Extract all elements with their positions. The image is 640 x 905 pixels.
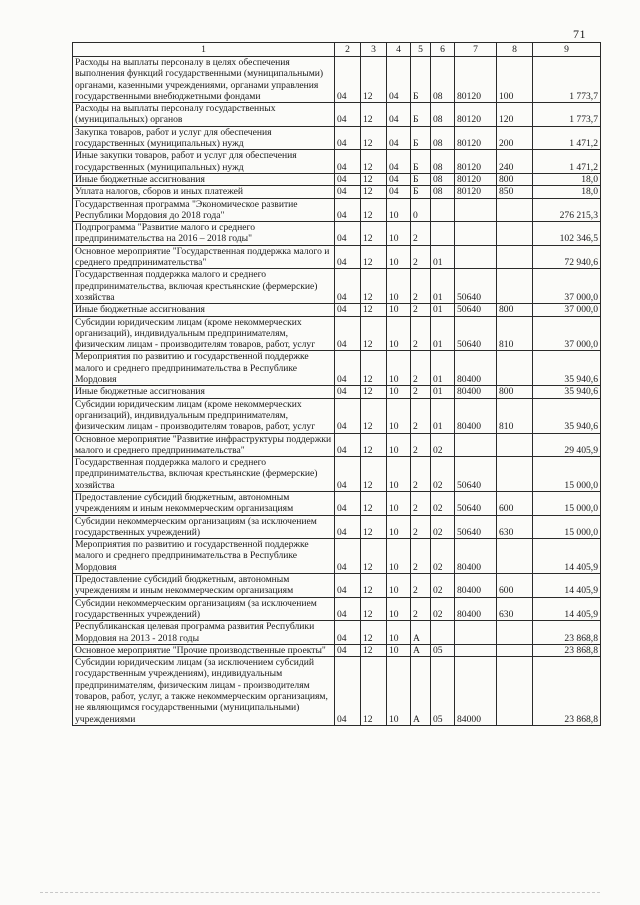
code-subprogram: Б xyxy=(411,186,431,198)
code-ministry: 04 xyxy=(335,173,361,185)
table-row xyxy=(73,57,601,103)
code-direction xyxy=(455,644,497,656)
code-subprogram: А xyxy=(411,621,431,645)
code-direction: 80120 xyxy=(455,103,497,127)
code-section: 12 xyxy=(361,186,387,198)
code-section: 12 xyxy=(361,398,387,433)
code-section: 12 xyxy=(361,457,387,492)
code-program: 10 xyxy=(387,269,411,304)
code-program: 10 xyxy=(387,316,411,351)
table-row xyxy=(73,222,601,246)
code-direction xyxy=(455,433,497,457)
item-name: Республиканская целевая программа развития Республики Мордовия на 2013 - 2018 годы xyxy=(73,621,335,645)
code-subprogram: 2 xyxy=(411,222,431,246)
code-expense-type xyxy=(497,657,533,726)
code-section: 12 xyxy=(361,222,387,246)
amount: 35 940,6 xyxy=(533,386,601,398)
amount: 15 000,0 xyxy=(533,515,601,539)
code-ministry: 04 xyxy=(335,539,361,574)
code-section: 12 xyxy=(361,433,387,457)
table-row xyxy=(73,351,601,386)
code-section: 12 xyxy=(361,657,387,726)
code-expense-type xyxy=(497,198,533,222)
code-program: 04 xyxy=(387,186,411,198)
code-ministry: 04 xyxy=(335,597,361,621)
code-event: 01 xyxy=(431,386,455,398)
code-subprogram: 2 xyxy=(411,597,431,621)
table-row xyxy=(73,304,601,316)
code-expense-type: 600 xyxy=(497,574,533,598)
code-ministry: 04 xyxy=(335,304,361,316)
code-direction xyxy=(455,198,497,222)
item-name: Субсидии некоммерческим организациям (за исключением государственных учреждений) xyxy=(73,515,335,539)
code-program: 10 xyxy=(387,515,411,539)
code-event: 08 xyxy=(431,173,455,185)
item-name: Уплата налогов, сборов и иных платежей xyxy=(73,186,335,198)
code-event: 05 xyxy=(431,644,455,656)
code-program: 10 xyxy=(387,644,411,656)
code-direction: 80400 xyxy=(455,574,497,598)
code-ministry: 04 xyxy=(335,316,361,351)
code-subprogram: 2 xyxy=(411,433,431,457)
table-row xyxy=(73,515,601,539)
code-program: 10 xyxy=(387,198,411,222)
code-event: 01 xyxy=(431,351,455,386)
code-ministry: 04 xyxy=(335,245,361,269)
amount: 15 000,0 xyxy=(533,457,601,492)
code-ministry: 04 xyxy=(335,198,361,222)
table-row xyxy=(73,539,601,574)
amount: 29 405,9 xyxy=(533,433,601,457)
amount: 276 215,3 xyxy=(533,198,601,222)
item-name: Субсидии юридическим лицам (за исключением субсидий государственным учреждениям), индивидуальным предпринимателям, физическим лицам - производителям товаров, работ, услуг, а также некоммерческим организациям, не являющимся государственными (муниципальными) учреждениями xyxy=(73,657,335,726)
code-event: 08 xyxy=(431,126,455,150)
code-section: 12 xyxy=(361,597,387,621)
code-program: 04 xyxy=(387,126,411,150)
code-section: 12 xyxy=(361,574,387,598)
item-name: Иные бюджетные ассигнования xyxy=(73,386,335,398)
table-header-row xyxy=(73,43,601,57)
table-row xyxy=(73,186,601,198)
code-expense-type: 240 xyxy=(497,150,533,174)
code-section: 12 xyxy=(361,150,387,174)
column-header: 8 xyxy=(497,43,533,57)
code-direction: 80120 xyxy=(455,186,497,198)
table-row xyxy=(73,491,601,515)
code-subprogram: Б xyxy=(411,173,431,185)
code-section: 12 xyxy=(361,126,387,150)
code-ministry: 04 xyxy=(335,269,361,304)
code-section: 12 xyxy=(361,351,387,386)
code-program: 10 xyxy=(387,222,411,246)
code-event: 02 xyxy=(431,491,455,515)
code-section: 12 xyxy=(361,173,387,185)
code-section: 12 xyxy=(361,621,387,645)
code-event: 08 xyxy=(431,57,455,103)
code-event: 02 xyxy=(431,574,455,598)
item-name: Иные бюджетные ассигнования xyxy=(73,304,335,316)
code-program: 10 xyxy=(387,597,411,621)
code-subprogram: 2 xyxy=(411,491,431,515)
code-direction: 50640 xyxy=(455,269,497,304)
amount: 102 346,5 xyxy=(533,222,601,246)
code-direction: 84000 xyxy=(455,657,497,726)
code-event: 08 xyxy=(431,150,455,174)
amount: 14 405,9 xyxy=(533,597,601,621)
code-event: 02 xyxy=(431,457,455,492)
item-name: Основное мероприятие "Государственная поддержка малого и среднего предпринимательства" xyxy=(73,245,335,269)
code-direction: 80120 xyxy=(455,126,497,150)
code-expense-type xyxy=(497,644,533,656)
amount: 14 405,9 xyxy=(533,539,601,574)
code-program: 10 xyxy=(387,386,411,398)
code-direction: 50640 xyxy=(455,304,497,316)
code-direction: 80400 xyxy=(455,398,497,433)
amount: 1 773,7 xyxy=(533,57,601,103)
amount: 72 940,6 xyxy=(533,245,601,269)
budget-table xyxy=(72,42,601,726)
amount: 15 000,0 xyxy=(533,491,601,515)
code-section: 12 xyxy=(361,316,387,351)
code-ministry: 04 xyxy=(335,644,361,656)
code-ministry: 04 xyxy=(335,657,361,726)
code-event: 02 xyxy=(431,597,455,621)
code-program: 10 xyxy=(387,398,411,433)
code-subprogram: 2 xyxy=(411,304,431,316)
code-expense-type: 800 xyxy=(497,304,533,316)
code-program: 04 xyxy=(387,57,411,103)
code-direction: 80120 xyxy=(455,57,497,103)
code-event xyxy=(431,222,455,246)
amount: 18,0 xyxy=(533,173,601,185)
code-program: 04 xyxy=(387,150,411,174)
column-header: 9 xyxy=(533,43,601,57)
code-program: 10 xyxy=(387,491,411,515)
amount: 1 773,7 xyxy=(533,103,601,127)
code-ministry: 04 xyxy=(335,351,361,386)
item-name: Подпрограмма "Развитие малого и среднего предпринимательства на 2016 – 2018 годы" xyxy=(73,222,335,246)
code-section: 12 xyxy=(361,644,387,656)
code-section: 12 xyxy=(361,386,387,398)
item-name: Расходы на выплаты персоналу в целях обеспечения выполнения функций государственными (муниципальными) органами, казенными учреждениями, органами управления государственными внебюджетными фондами xyxy=(73,57,335,103)
item-name: Субсидии юридическим лицам (кроме некоммерческих организаций), индивидуальным предпринимателям, физическим лицам - производителям товаров, работ, услуг xyxy=(73,316,335,351)
code-direction xyxy=(455,621,497,645)
item-name: Субсидии некоммерческим организациям (за исключением государственных учреждений) xyxy=(73,597,335,621)
code-subprogram: 2 xyxy=(411,245,431,269)
code-subprogram: Б xyxy=(411,150,431,174)
code-section: 12 xyxy=(361,57,387,103)
code-expense-type xyxy=(497,433,533,457)
table-row xyxy=(73,198,601,222)
code-direction: 80120 xyxy=(455,173,497,185)
code-subprogram: А xyxy=(411,657,431,726)
code-subprogram: 2 xyxy=(411,351,431,386)
amount: 23 868,8 xyxy=(533,621,601,645)
item-name: Иные бюджетные ассигнования xyxy=(73,173,335,185)
code-event xyxy=(431,621,455,645)
code-section: 12 xyxy=(361,269,387,304)
code-program: 10 xyxy=(387,304,411,316)
code-direction: 80400 xyxy=(455,539,497,574)
code-expense-type: 100 xyxy=(497,57,533,103)
code-direction xyxy=(455,222,497,246)
code-expense-type: 800 xyxy=(497,386,533,398)
code-subprogram: 2 xyxy=(411,574,431,598)
code-event: 01 xyxy=(431,316,455,351)
code-event: 08 xyxy=(431,103,455,127)
code-program: 10 xyxy=(387,433,411,457)
code-expense-type: 800 xyxy=(497,173,533,185)
table-row xyxy=(73,126,601,150)
table-row xyxy=(73,386,601,398)
table-body xyxy=(73,57,601,726)
amount: 35 940,6 xyxy=(533,351,601,386)
code-direction: 80120 xyxy=(455,150,497,174)
code-subprogram: А xyxy=(411,644,431,656)
table-row xyxy=(73,457,601,492)
code-ministry: 04 xyxy=(335,126,361,150)
code-expense-type xyxy=(497,457,533,492)
column-header: 7 xyxy=(455,43,497,57)
column-header: 2 xyxy=(335,43,361,57)
code-direction: 80400 xyxy=(455,351,497,386)
code-expense-type xyxy=(497,621,533,645)
code-program: 10 xyxy=(387,539,411,574)
code-expense-type: 120 xyxy=(497,103,533,127)
column-header: 3 xyxy=(361,43,387,57)
code-event: 05 xyxy=(431,657,455,726)
table-row xyxy=(73,173,601,185)
column-header: 5 xyxy=(411,43,431,57)
amount: 37 000,0 xyxy=(533,269,601,304)
code-ministry: 04 xyxy=(335,515,361,539)
column-header: 6 xyxy=(431,43,455,57)
code-direction xyxy=(455,245,497,269)
item-name: Предоставление субсидий бюджетным, автономным учреждениям и иным некоммерческим организациям xyxy=(73,574,335,598)
item-name: Государственная поддержка малого и среднего предпринимательства, включая крестьянские (фермерские) хозяйства xyxy=(73,457,335,492)
item-name: Основное мероприятие "Развитие инфраструктуры поддержки малого и среднего предпринимательства" xyxy=(73,433,335,457)
code-section: 12 xyxy=(361,304,387,316)
item-name: Субсидии юридическим лицам (кроме некоммерческих организаций), индивидуальным предпринимателям, физическим лицам - производителям товаров, работ, услуг xyxy=(73,398,335,433)
code-subprogram: 2 xyxy=(411,398,431,433)
code-subprogram: Б xyxy=(411,57,431,103)
amount: 35 940,6 xyxy=(533,398,601,433)
code-direction: 50640 xyxy=(455,457,497,492)
column-header: 4 xyxy=(387,43,411,57)
code-section: 12 xyxy=(361,539,387,574)
code-event: 01 xyxy=(431,245,455,269)
code-subprogram: 2 xyxy=(411,457,431,492)
item-name: Предоставление субсидий бюджетным, автономным учреждениям и иным некоммерческим организациям xyxy=(73,491,335,515)
code-expense-type: 630 xyxy=(497,515,533,539)
page-bottom-rule xyxy=(40,892,600,893)
item-name: Иные закупки товаров, работ и услуг для обеспечения государственных (муниципальных) нужд xyxy=(73,150,335,174)
code-ministry: 04 xyxy=(335,57,361,103)
table-row xyxy=(73,644,601,656)
code-subprogram: 2 xyxy=(411,316,431,351)
code-expense-type xyxy=(497,539,533,574)
code-subprogram: 0 xyxy=(411,198,431,222)
code-direction: 80400 xyxy=(455,386,497,398)
code-expense-type: 810 xyxy=(497,398,533,433)
amount: 37 000,0 xyxy=(533,316,601,351)
code-direction: 80400 xyxy=(455,597,497,621)
table-row xyxy=(73,103,601,127)
column-header: 1 xyxy=(73,43,335,57)
code-event: 02 xyxy=(431,539,455,574)
code-expense-type xyxy=(497,245,533,269)
code-event: 02 xyxy=(431,433,455,457)
code-direction: 50640 xyxy=(455,316,497,351)
table-row xyxy=(73,597,601,621)
code-program: 04 xyxy=(387,103,411,127)
item-name: Расходы на выплаты персоналу государственных (муниципальных) органов xyxy=(73,103,335,127)
amount: 23 868,8 xyxy=(533,657,601,726)
table-row xyxy=(73,245,601,269)
amount: 18,0 xyxy=(533,186,601,198)
code-subprogram: 2 xyxy=(411,386,431,398)
table-row xyxy=(73,398,601,433)
code-section: 12 xyxy=(361,198,387,222)
amount: 23 868,8 xyxy=(533,644,601,656)
code-expense-type xyxy=(497,222,533,246)
amount: 37 000,0 xyxy=(533,304,601,316)
code-program: 10 xyxy=(387,351,411,386)
code-expense-type: 810 xyxy=(497,316,533,351)
item-name: Основное мероприятие "Прочие производственные проекты" xyxy=(73,644,335,656)
amount: 14 405,9 xyxy=(533,574,601,598)
code-expense-type: 630 xyxy=(497,597,533,621)
code-section: 12 xyxy=(361,515,387,539)
code-program: 04 xyxy=(387,173,411,185)
table-row xyxy=(73,574,601,598)
code-subprogram: 2 xyxy=(411,539,431,574)
code-program: 10 xyxy=(387,245,411,269)
code-expense-type xyxy=(497,269,533,304)
item-name: Мероприятия по развитию и государственной поддержке малого и среднего предпринимательства в Республике Мордовия xyxy=(73,539,335,574)
code-ministry: 04 xyxy=(335,491,361,515)
amount: 1 471,2 xyxy=(533,150,601,174)
code-event: 01 xyxy=(431,398,455,433)
code-expense-type: 200 xyxy=(497,126,533,150)
code-ministry: 04 xyxy=(335,386,361,398)
table-row xyxy=(73,621,601,645)
code-program: 10 xyxy=(387,621,411,645)
code-program: 10 xyxy=(387,457,411,492)
code-direction: 50640 xyxy=(455,515,497,539)
code-event: 08 xyxy=(431,186,455,198)
code-expense-type: 600 xyxy=(497,491,533,515)
code-subprogram: Б xyxy=(411,126,431,150)
item-name: Государственная поддержка малого и среднего предпринимательства, включая крестьянские (фермерские) хозяйства xyxy=(73,269,335,304)
code-event xyxy=(431,198,455,222)
code-event: 02 xyxy=(431,515,455,539)
code-event: 01 xyxy=(431,304,455,316)
page-number: 71 xyxy=(573,27,586,41)
code-program: 10 xyxy=(387,657,411,726)
table-row xyxy=(73,657,601,726)
code-subprogram: Б xyxy=(411,103,431,127)
table-row xyxy=(73,316,601,351)
item-name: Закупка товаров, работ и услуг для обеспечения государственных (муниципальных) нужд xyxy=(73,126,335,150)
code-program: 10 xyxy=(387,574,411,598)
code-ministry: 04 xyxy=(335,574,361,598)
code-ministry: 04 xyxy=(335,398,361,433)
code-ministry: 04 xyxy=(335,457,361,492)
code-section: 12 xyxy=(361,103,387,127)
code-ministry: 04 xyxy=(335,150,361,174)
code-expense-type xyxy=(497,351,533,386)
amount: 1 471,2 xyxy=(533,126,601,150)
code-ministry: 04 xyxy=(335,222,361,246)
code-ministry: 04 xyxy=(335,103,361,127)
table-row xyxy=(73,433,601,457)
table-row xyxy=(73,269,601,304)
code-ministry: 04 xyxy=(335,621,361,645)
code-expense-type: 850 xyxy=(497,186,533,198)
code-section: 12 xyxy=(361,491,387,515)
code-section: 12 xyxy=(361,245,387,269)
code-direction: 50640 xyxy=(455,491,497,515)
code-event: 01 xyxy=(431,269,455,304)
code-ministry: 04 xyxy=(335,433,361,457)
code-subprogram: 2 xyxy=(411,269,431,304)
item-name: Мероприятия по развитию и государственной поддержке малого и среднего предпринимательства в Республике Мордовия xyxy=(73,351,335,386)
code-subprogram: 2 xyxy=(411,515,431,539)
table-row xyxy=(73,150,601,174)
code-ministry: 04 xyxy=(335,186,361,198)
item-name: Государственная программа "Экономическое развитие Республики Мордовия до 2018 года" xyxy=(73,198,335,222)
